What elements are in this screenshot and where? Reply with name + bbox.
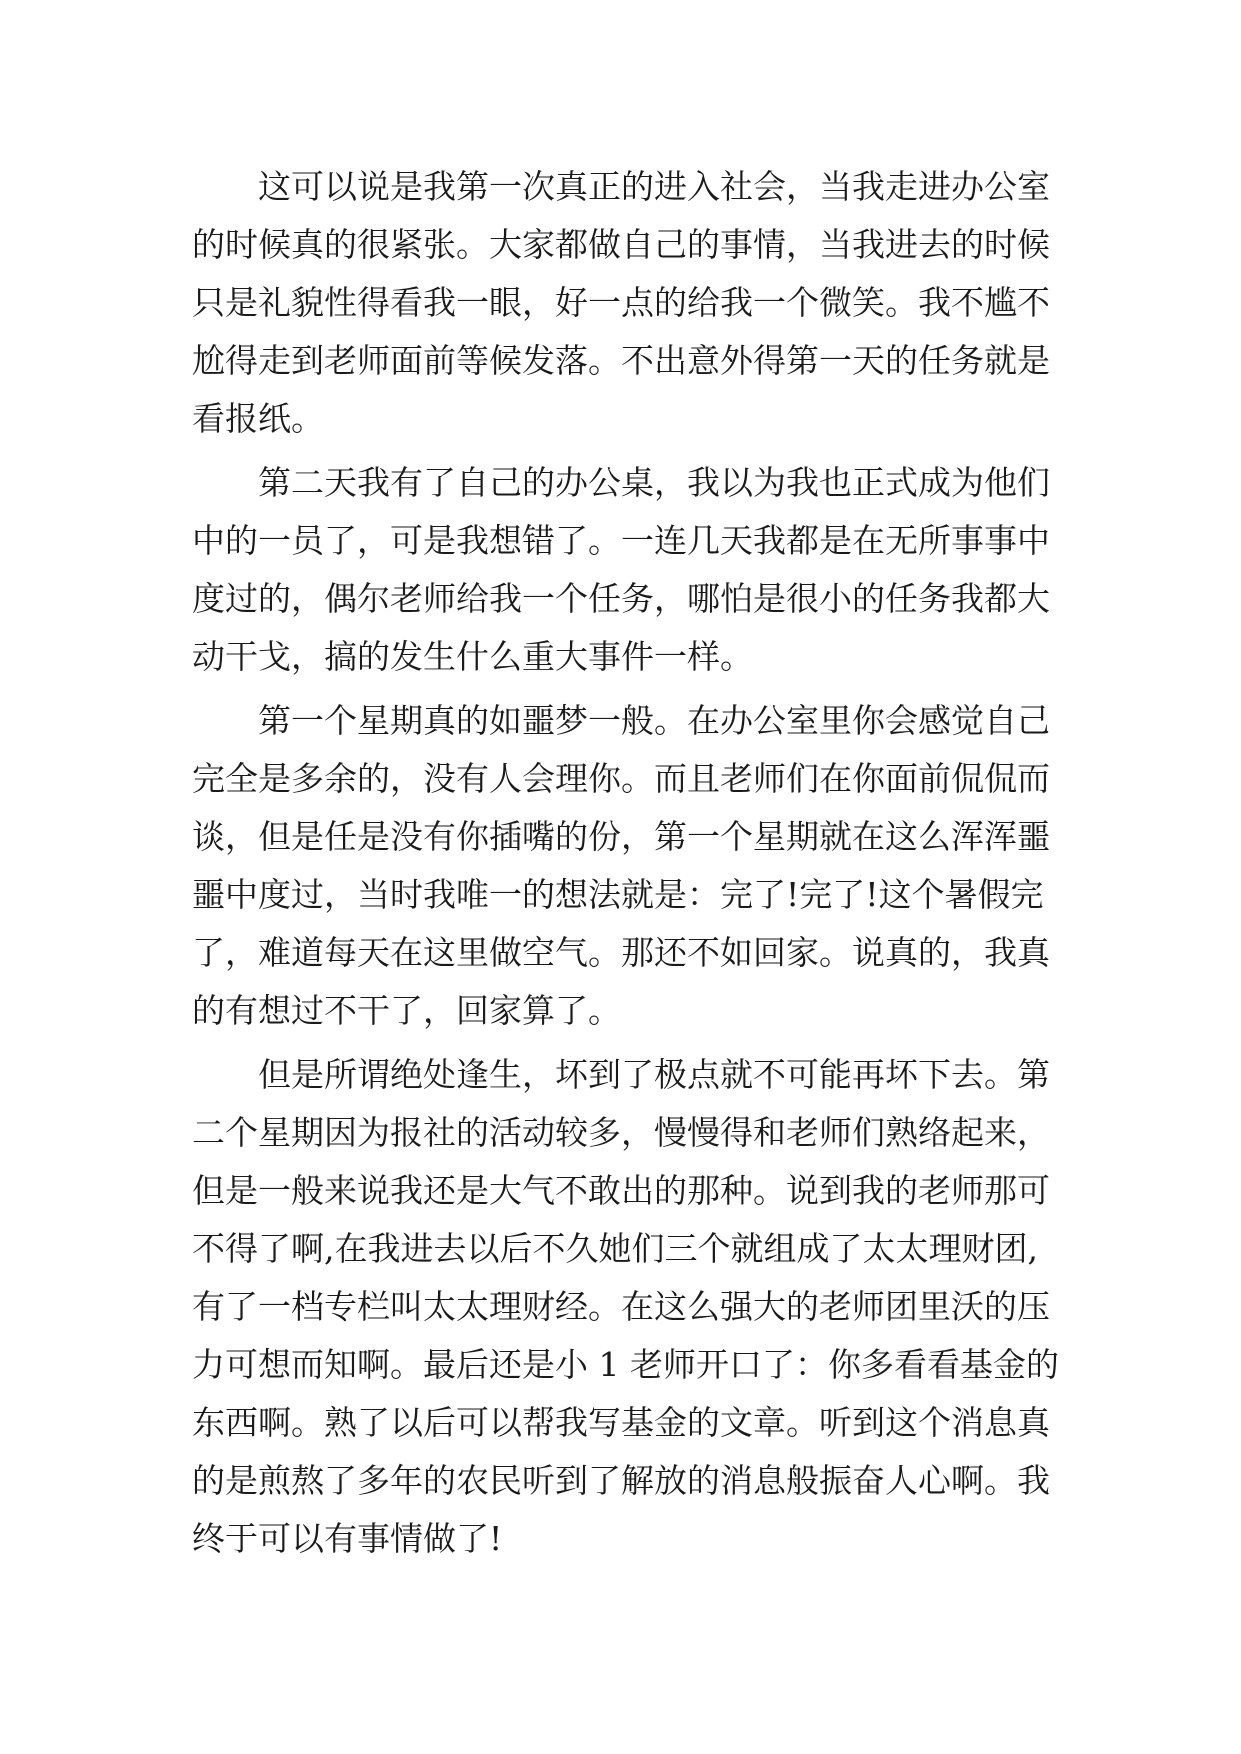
text-line: 谈，但是任是没有你插嘴的份，第一个星期就在这么浑浑噩 — [192, 817, 1050, 856]
text-line: 第一个星期真的如噩梦一般。在办公室里你会感觉自己 — [258, 701, 1050, 740]
text-line: 力可想而知啊。最后还是小 1 老师开口了：你多看看基金的 — [192, 1345, 1059, 1384]
text-line: 完全是多余的，没有人会理你。而且老师们在你面前侃侃而 — [192, 759, 1050, 798]
text-line: 度过的，偶尔老师给我一个任务，哪怕是很小的任务我都大 — [192, 579, 1050, 618]
text-line: 这可以说是我第一次真正的进入社会，当我走进办公室 — [258, 167, 1050, 206]
text-line: 了，难道每天在这里做空气。那还不如回家。说真的，我真 — [192, 933, 1050, 972]
text-line: 的是煎熬了多年的农民听到了解放的消息般振奋人心啊。我 — [192, 1461, 1050, 1500]
text-line: 的时候真的很紧张。大家都做自己的事情，当我进去的时候 — [192, 225, 1050, 264]
text-line: 二个星期因为报社的活动较多，慢慢得和老师们熟络起来， — [192, 1113, 1050, 1152]
text-line: 东西啊。熟了以后可以帮我写基金的文章。听到这个消息真 — [192, 1403, 1050, 1442]
text-line: 不得了啊,在我进去以后不久她们三个就组成了太太理财团, — [192, 1229, 1038, 1268]
text-line: 中的一员了，可是我想错了。一连几天我都是在无所事事中 — [192, 521, 1050, 560]
text-line: 只是礼貌性得看我一眼，好一点的给我一个微笑。我不尴不 — [192, 283, 1050, 322]
text-line: 动干戈，搞的发生什么重大事件一样。 — [192, 637, 753, 676]
paragraph — [192, 454, 1062, 686]
text-line: 的有想过不干了，回家算了。 — [192, 991, 621, 1030]
text-line: 终于可以有事情做了! — [192, 1519, 503, 1558]
text-line: 但是一般来说我还是大气不敢出的那种。说到我的老师那可 — [192, 1171, 1050, 1210]
text-line: 看报纸。 — [192, 399, 324, 438]
document-body — [192, 158, 1062, 1568]
paragraph — [192, 1046, 1062, 1568]
paragraph — [192, 692, 1062, 1040]
paragraph — [192, 158, 1062, 448]
text-line: 有了一档专栏叫太太理财经。在这么强大的老师团里沃的压 — [192, 1287, 1050, 1326]
text-line: 但是所谓绝处逢生，坏到了极点就不可能再坏下去。第 — [258, 1055, 1050, 1094]
text-line: 第二天我有了自己的办公桌，我以为我也正式成为他们 — [258, 463, 1050, 502]
text-line: 尬得走到老师面前等候发落。不出意外得第一天的任务就是 — [192, 341, 1050, 380]
text-line: 噩中度过，当时我唯一的想法就是：完了!完了!这个暑假完 — [192, 875, 1044, 914]
